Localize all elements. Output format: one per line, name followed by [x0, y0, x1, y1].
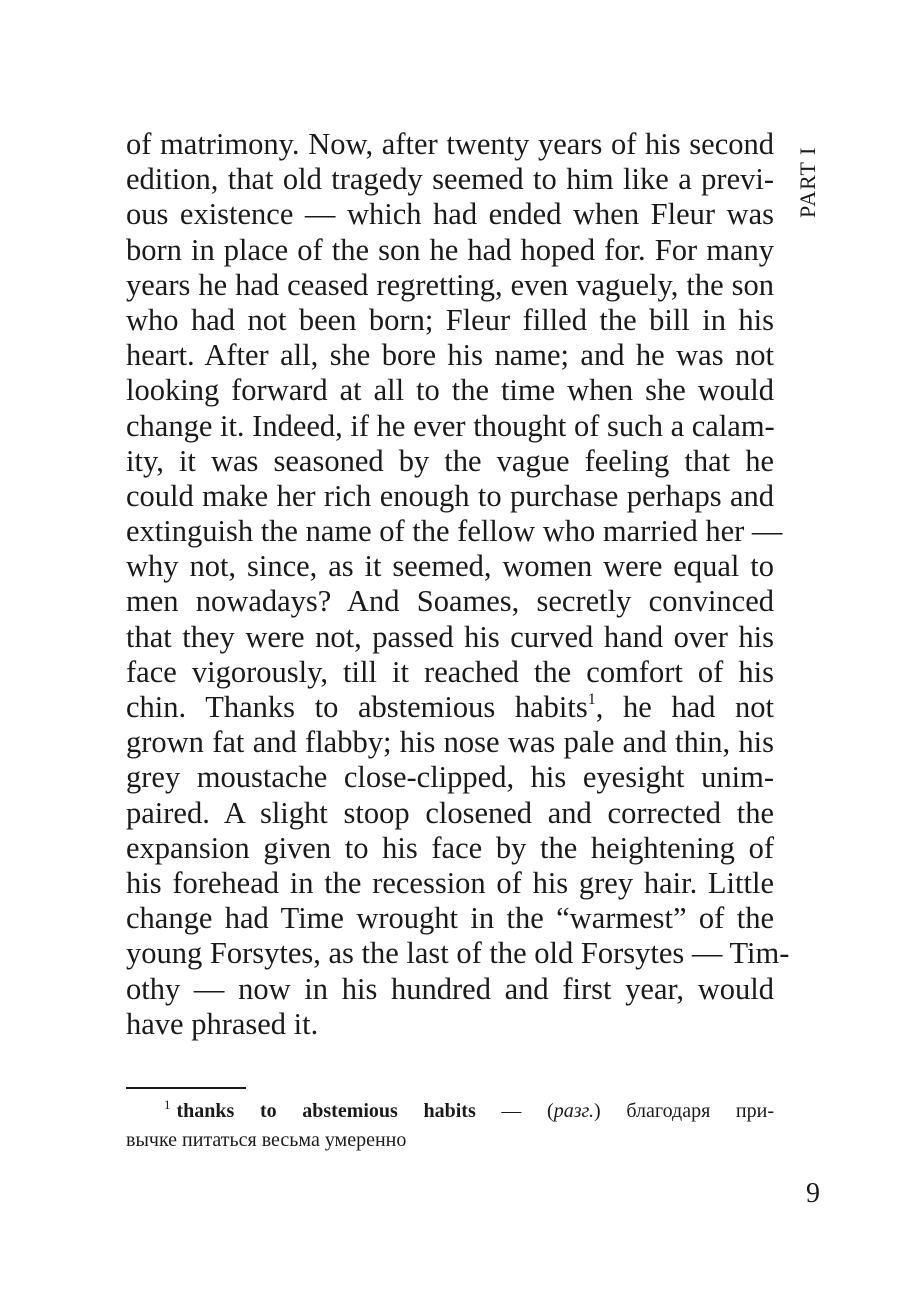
text-line: young Forsytes, as the last of the old Forsytes — Tim- [126, 936, 790, 971]
part-label: PART I [795, 146, 820, 218]
footnote-line [126, 1097, 774, 1126]
footnote [126, 1097, 774, 1155]
text-line: change it. Indeed, if he ever thought of such a calam- [126, 408, 775, 443]
text-line: years he had ceased regretting, even vaguely, the son [126, 267, 774, 302]
text-line: have phrased it. [126, 1006, 319, 1041]
footnote-line: вычке питаться весьма умеренно [126, 1129, 407, 1151]
text-line: edition, that old tragedy seemed to him like a previ- [126, 162, 774, 197]
footnote-divider [126, 1087, 246, 1089]
footnote-usage-note: разг. [553, 1100, 595, 1122]
text-line: could make her rich enough to purchase perhaps and [126, 478, 774, 513]
text-line: change had Time wrought in the “warmest” of the [126, 901, 774, 936]
text-line: that they were not, passed his curved hand over his [126, 619, 774, 654]
text-line: looking forward at all to the time when she would [126, 373, 774, 408]
text-line: of matrimony. Now, after twenty years of his second [126, 127, 774, 161]
text-line: extinguish the name of the fellow who married her — [126, 514, 783, 549]
text-line: ity, it was seasoned by the vague feeling that he [126, 443, 774, 478]
body-text [126, 127, 790, 1042]
text-line: grown fat and flabby; his nose was pale and thin, his [126, 725, 774, 760]
text-line: who had not been born; Fleur filled the bill in his [126, 302, 774, 337]
text-line: ous existence — which had ended when Fleur was [126, 197, 774, 232]
text-line: why not, since, as it seemed, women were equal to [126, 549, 774, 584]
text-line: face vigorously, till it reached the comfort of his [126, 654, 774, 689]
text-line: paired. A slight stoop closened and corrected the [126, 795, 774, 830]
text-line: heart. After all, she bore his name; and he was not [126, 338, 774, 373]
footnote-ref-marker[interactable]: 1 [587, 691, 596, 708]
text-line: his forehead in the recession of his grey hair. Little [126, 865, 774, 900]
footnote-term: thanks to abstemious habits [176, 1100, 476, 1122]
text-line: grey moustache close-clipped, his eyesight unim- [126, 760, 774, 795]
text-line: men nowadays? And Soames, secretly convinced [126, 584, 774, 619]
text-segment: chin. Thanks to abstemious habits [126, 690, 588, 724]
text-line-with-footnote-ref [126, 690, 774, 725]
footnote-number: 1 [164, 1097, 171, 1112]
footnote-translation: ) благодаря при- [594, 1100, 774, 1122]
page-number: 9 [806, 1178, 820, 1209]
text-segment: , he had not [595, 690, 774, 724]
text-line: born in place of the son he had hoped for. For many [126, 232, 774, 267]
text-line: othy — now in his hundred and first year, would [126, 971, 774, 1006]
footnote-dash: — ( [475, 1100, 554, 1122]
text-line: expansion given to his face by the heightening of [126, 830, 774, 865]
